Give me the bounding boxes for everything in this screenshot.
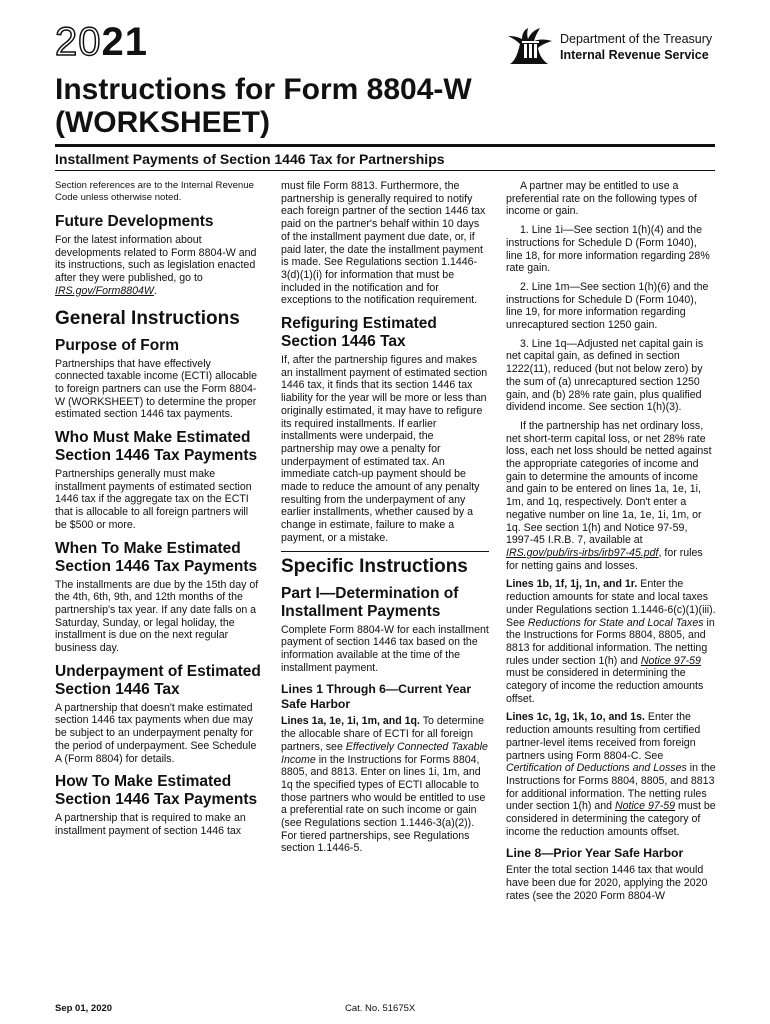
intro-note: Section references are to the Internal Revenue Code unless otherwise noted.: [55, 180, 254, 203]
lines1-text: [281, 715, 489, 855]
title-rule: [55, 144, 715, 147]
purpose-text: Partnerships that have effectively connected taxable income (ECTI) allocable to foreign partners can use the Form 8804-W (WORKSHEET) to determine the proper estimated section 1446 tax payments.: [55, 357, 257, 421]
lines1b-italic: Reductions for State and Local Taxes: [527, 616, 704, 629]
page-title-line2: (WORKSHEET): [55, 106, 270, 139]
refiguring-text: If, after the partnership figures and makes an installment payment of estimated section 1446 tax, it finds that its section 1446 tax liability for the year will be more or less than originally estimated, it may have to refigure its required installments. If earlier installments were underpaid, the partnership may owe a penalty for underpayment of estimated tax. An immediate catch-up payment should be made to reduce the amount of any penalty resulting from the underpayment of any earlier installments, whether caused by a change in estimate, failure to make a payment, or a mistake.: [281, 354, 488, 544]
purpose-heading: Purpose of Form: [55, 336, 180, 354]
future-developments-text: [55, 234, 261, 298]
underpayment-heading: Underpayment of Estimated Section 1446 Tax: [55, 662, 261, 698]
part1-text: Complete Form 8804-W for each installment payment of section 1446 tax based on the information available at the time of the installment payment.: [281, 623, 489, 674]
how-to-heading: How To Make Estimated Section 1446 Tax Payments: [55, 773, 258, 809]
lines1c-text-b: in the Instructions for Forms 8804, 8805, and 8813 for additional information. The netting rules under section 1(h) and: [506, 762, 716, 813]
underpayment-text: A partnership that doesn't make estimated section 1446 tax payments when due may be subject to an underpayment penalty for the period of underpayment. See Schedule A (Form 8804) for details.: [55, 701, 257, 765]
column-1: [55, 180, 261, 844]
column-2: [281, 180, 489, 861]
year-outline-digits: 20: [55, 20, 102, 64]
lines1-6-heading: Lines 1 Through 6—Current Year Safe Harbor: [281, 682, 472, 712]
line8-heading: Line 8—Prior Year Safe Harbor: [506, 846, 684, 861]
netting-text-a: If the partnership has net ordinary loss, net short-term capital loss, or net 28% rate loss, each net loss should be netted against the appropriate categories of income and gain to determine the amounts of income and gain to be entered on lines 1a, 1e, 1i, 1m, and 1q, respectively. Don't enter a negative number on line 1a, 1e, 1i, 1m, or 1q. See section 1(h) and Notice 97-59, 1997-45 I.R.B. 7, available at: [506, 419, 712, 547]
irs-eagle-logo-icon: [506, 24, 554, 68]
lines1c-text-a: Enter the reduction amounts resulting from certified partner-level items received from foreign partners using Form 8804-C. See: [506, 711, 701, 762]
who-must-text: Partnerships generally must make installment payments of estimated section 1446 tax if the aggregate tax on the ECTI that is allocable to all foreign partners will be $500 or more.: [55, 468, 252, 531]
lines1b-text-b: in the Instructions for Forms 8804, 8805, and 8813 for additional information. The netting rules under section 1(h) and: [506, 616, 715, 667]
future-text: For the latest information about developments related to Form 8804-W and its instructions, such as legislation enacted after they were published, go to: [55, 234, 257, 285]
how-to-text: A partnership that is required to make an installment payment of section 1446 tax: [55, 812, 246, 837]
specific-instructions-heading: Specific Instructions: [281, 555, 468, 577]
lines1c-text: [506, 711, 716, 838]
agency-department: Department of the Treasury: [560, 32, 713, 46]
form-year: [55, 22, 148, 62]
page-title-line1: Instructions for Form 8804-W: [55, 73, 472, 106]
netting-text: [506, 420, 716, 572]
notice-97-59-link[interactable]: Notice 97-59: [640, 654, 701, 667]
lines1b-text-a: Enter the reduction amounts for state and local taxes under Regulations section 1.1446-6(c)(1)(iii). See: [506, 578, 716, 629]
line1i-text: 1. Line 1i—See section 1(h)(4) and the instructions for Schedule D (Form 1040), line 18, for more information regarding 28% rate gain.: [506, 224, 710, 275]
future-developments-heading: Future Developments: [55, 213, 214, 230]
year-solid-digits: 21: [101, 20, 148, 64]
column-3: [506, 180, 716, 909]
lines1b-lead: Lines 1b, 1f, 1j, 1n, and 1r.: [506, 578, 638, 591]
lines1b-text: [506, 578, 716, 705]
when-to-heading: When To Make Estimated Section 1446 Tax Payments: [55, 539, 258, 575]
preferential-rate-text: A partner may be entitled to use a preferential rate on the following types of income or gain.: [506, 180, 697, 218]
future-end: .: [153, 284, 157, 297]
line8-text: Enter the total section 1446 tax that would have been due for 2020, applying the 2020 rates (see the 2020 Form 8804-W: [506, 864, 708, 902]
when-to-text: The installments are due by the 15th day of the 4th, 6th, 9th, and 12th months of the partnership's tax year. If any date falls on a Saturday, Sunday, or legal holiday, the installment is due on the next regular business day.: [55, 578, 259, 655]
form8804w-link[interactable]: IRS.gov/Form8804W: [55, 284, 154, 297]
refiguring-heading: Refiguring Estimated Section 1446 Tax: [281, 315, 437, 351]
netting-text-end: , for rules for netting gains and losses.: [506, 546, 703, 572]
footer-cat-number: Cat. No. 51675X: [345, 1003, 416, 1014]
part1-heading: Part I—Determination of Installment Payments: [281, 584, 459, 620]
page-title: [55, 73, 655, 139]
lines1-lead: Lines 1a, 1e, 1i, 1m, and 1q.: [281, 715, 420, 728]
section-rule: [281, 551, 489, 552]
general-instructions-heading: General Instructions: [55, 307, 240, 329]
lines1-text-a: To determine the allocable share of ECTI for all foreign partners, see: [281, 715, 484, 753]
lines1c-text-c: must be considered in determining the category of income the reduction amounts offset.: [506, 800, 716, 838]
page-subtitle: Installment Payments of Section 1446 Tax for Partnerships: [55, 151, 445, 167]
agency-name: [560, 31, 712, 63]
line1m-text: 2. Line 1m—See section 1(h)(6) and the instructions for Schedule D (Form 1040), line 19, for more information regarding unrecaptured section 1250 gain.: [506, 280, 709, 332]
lines1-italic: Effectively Connected Taxable Income: [281, 740, 488, 766]
subtitle-rule: [55, 170, 715, 171]
agency-irs: Internal Revenue Service: [560, 48, 709, 62]
lines1-text-b: in the Instructions for Forms 8804, 8805, and 8813. Enter on lines 1i, 1m, and 1q the specified types of ECTI allocable to those partners who would be entitled to use a preferential rate on such income or gain (see Regulations section 1.1446-3(a)(2)). For tiered partnerships, see Regulations section 1.1446-5.: [281, 753, 486, 855]
irb97-45-link[interactable]: IRS.gov/pub/irs-irbs/irb97-45.pdf: [506, 546, 659, 559]
lines1c-lead: Lines 1c, 1g, 1k, 1o, and 1s.: [506, 711, 645, 724]
lines1c-italic: Certification of Deductions and Losses: [506, 762, 687, 775]
who-must-heading: Who Must Make Estimated Section 1446 Tax Payments: [55, 429, 258, 465]
lines1b-text-c: must be considered in determining the category of income the reduction amounts offset.: [506, 667, 704, 705]
notification-text: must file Form 8813. Furthermore, the partnership is generally required to notify each foreign partner of the section 1446 tax paid on the partner's behalf within 10 days of the installment payment due date, or, if paid later, the date the installment payment is made. See Regulations section 1.1446-3(d)(1)(i) for information that must be included in the notification and for exceptions to the notification requirement.: [281, 180, 486, 307]
line1q-text: 3. Line 1q—Adjusted net capital gain is net capital gain, as defined in section 1222(11), reduced (but not below zero) by the sum of (a) unrecaptured section 1250 gain, and (b) 28% rate gain, plus qualified dividend income. See section 1(h)(3).: [506, 337, 704, 414]
footer-date: Sep 01, 2020: [55, 1003, 113, 1014]
notice-97-59-link-2[interactable]: Notice 97-59: [614, 800, 676, 813]
